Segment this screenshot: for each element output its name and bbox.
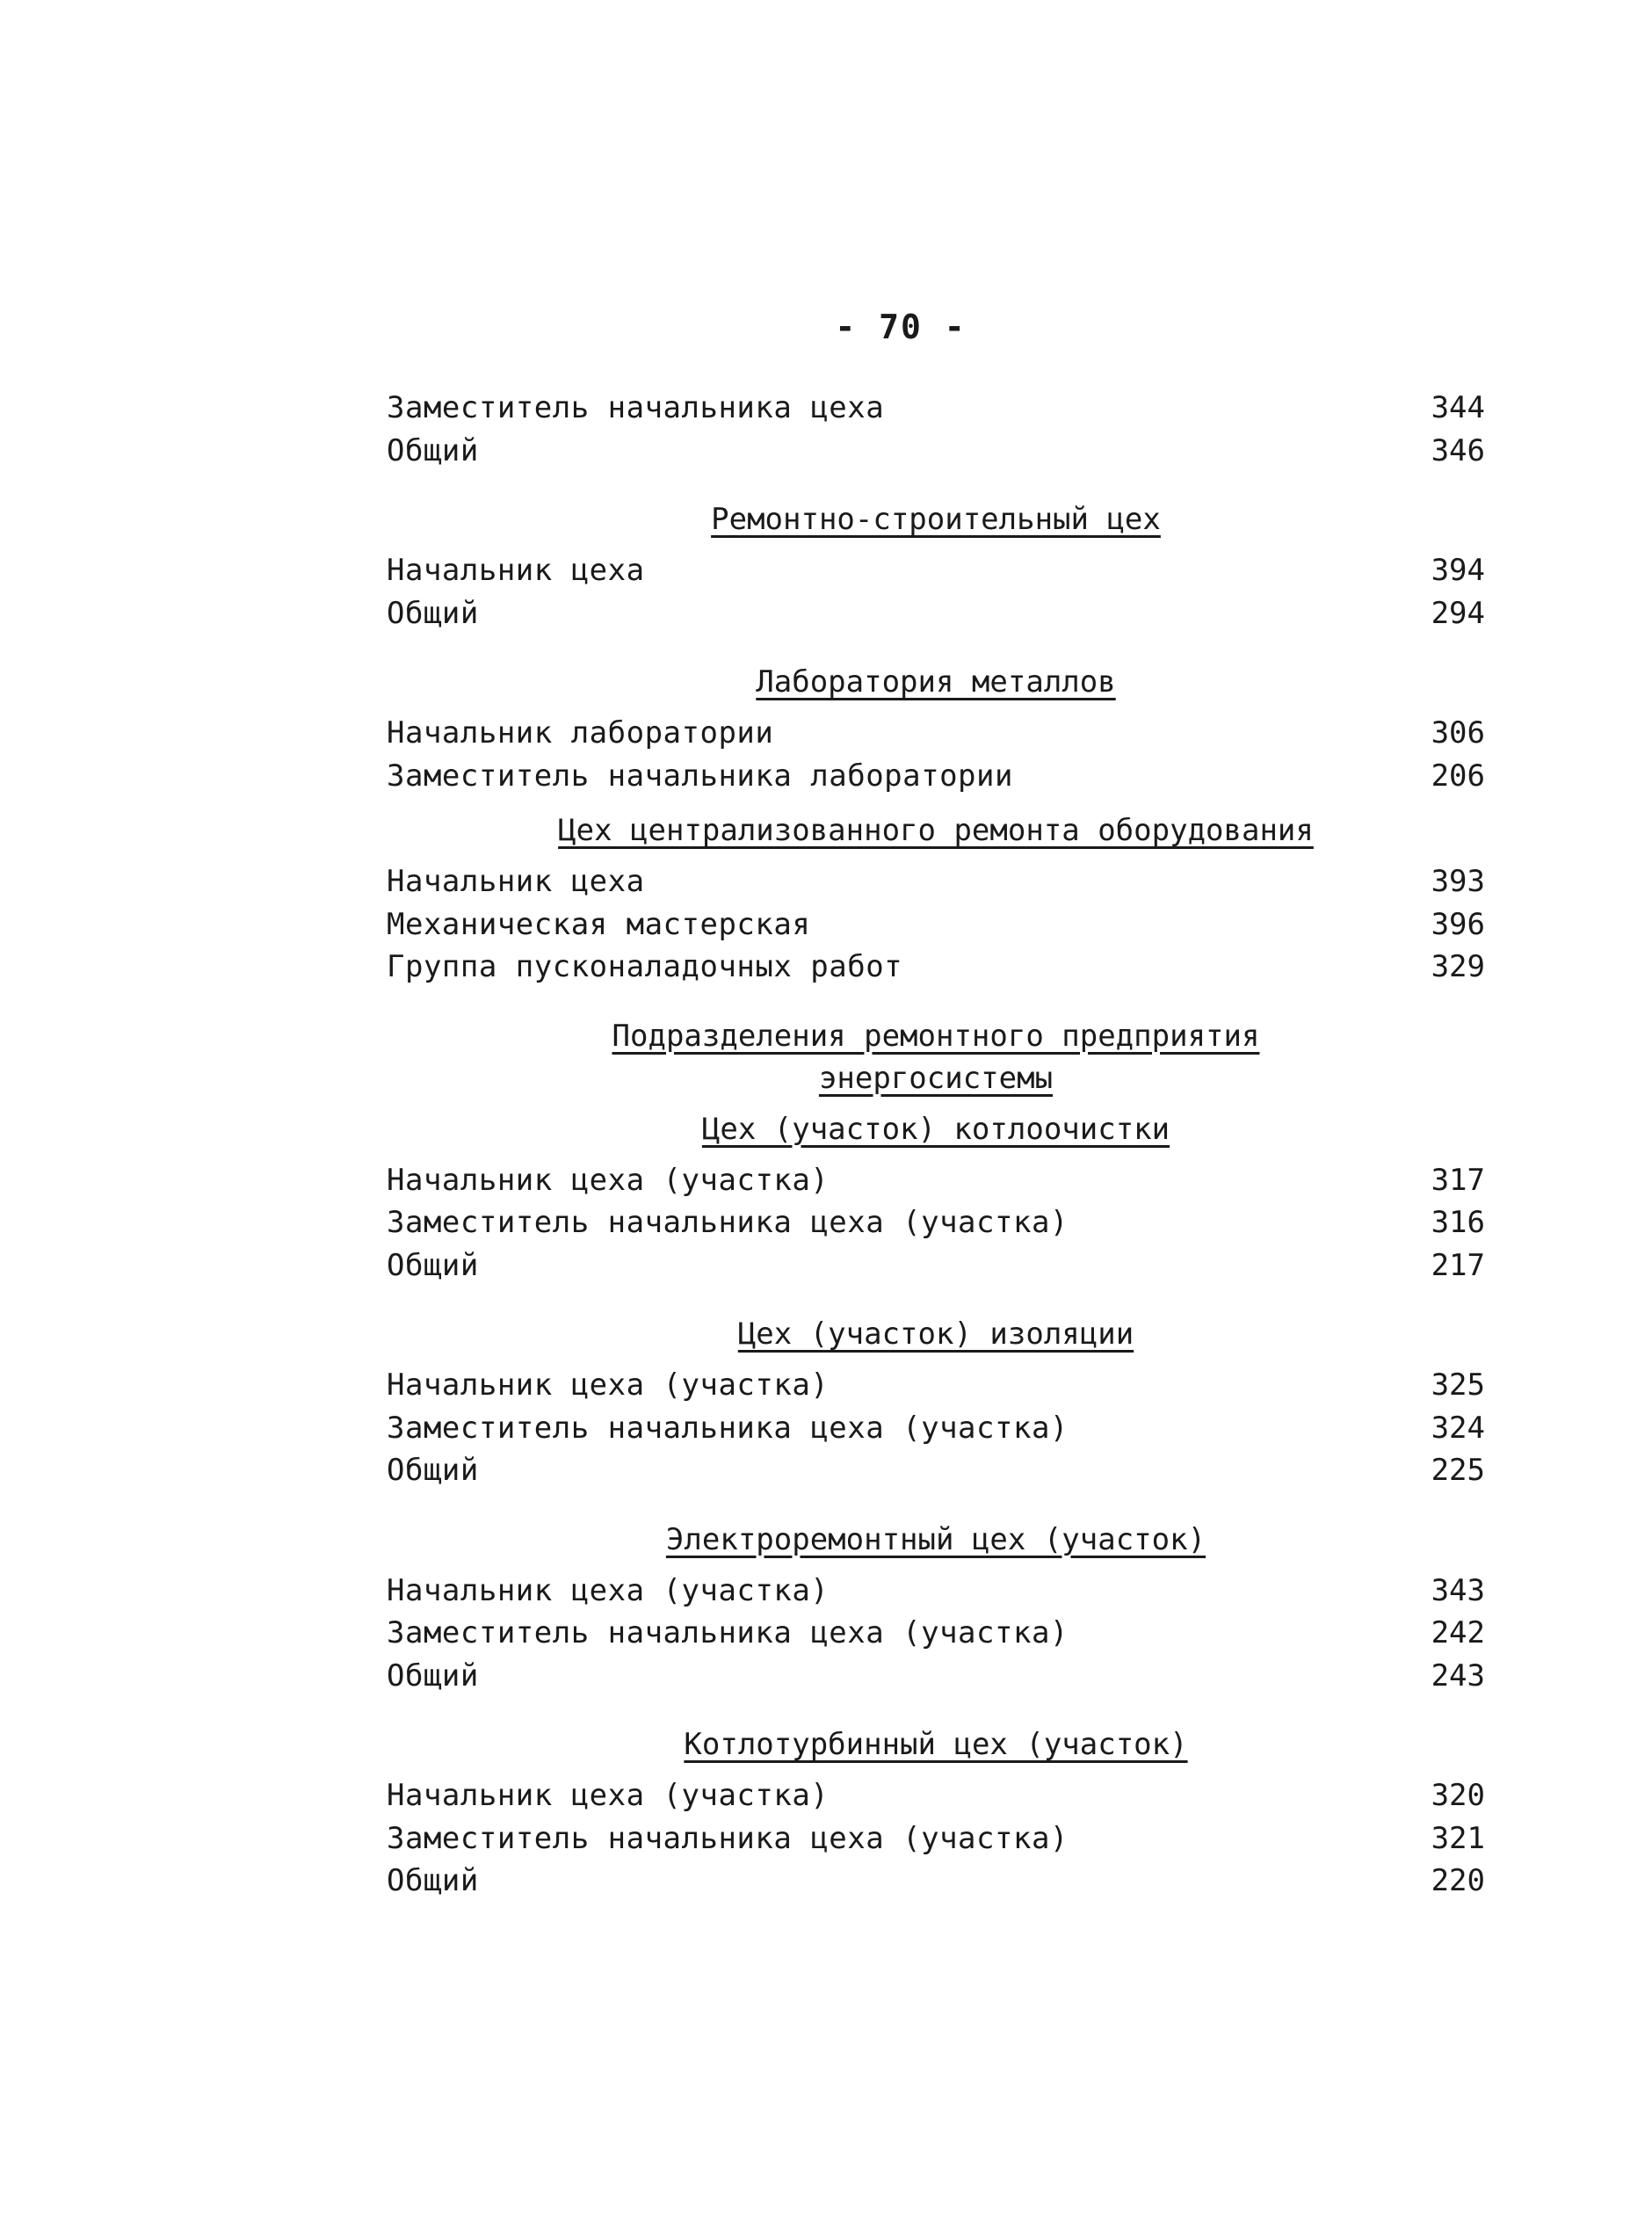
row-label: Общий xyxy=(387,1863,479,1898)
row-number: 394 xyxy=(1431,553,1485,588)
section-heading: Ремонтно-строительный цех xyxy=(711,502,1161,537)
row-label: Общий xyxy=(387,432,479,468)
table-row xyxy=(387,1449,1485,1492)
table-row xyxy=(387,712,1485,755)
subsection-heading: Котлотурбинный цех (участок) xyxy=(684,1727,1188,1762)
row-number: 206 xyxy=(1431,758,1485,794)
table-row xyxy=(387,903,1485,947)
table-row xyxy=(387,755,1485,798)
row-number: 346 xyxy=(1431,432,1485,468)
row-number: 324 xyxy=(1431,1410,1485,1446)
table-row xyxy=(387,387,1485,430)
group-heading-line2: энергосистемы xyxy=(818,1060,1054,1096)
table-row xyxy=(387,1774,1485,1817)
table-row xyxy=(387,1860,1485,1903)
row-label: Общий xyxy=(387,595,479,631)
row-number: 396 xyxy=(1431,906,1485,942)
row-number: 393 xyxy=(1431,864,1485,899)
section-heading: Лаборатория металлов xyxy=(756,664,1116,700)
table-row xyxy=(387,1244,1485,1287)
row-label: Начальник цеха xyxy=(387,553,645,588)
subsection-heading: Цех (участок) изоляции xyxy=(737,1316,1134,1352)
table-row xyxy=(387,1612,1485,1655)
subsection-heading: Электроремонтный цех (участок) xyxy=(665,1521,1206,1557)
table-row xyxy=(387,1201,1485,1244)
row-label: Начальник цеха (участка) xyxy=(387,1162,830,1198)
row-number: 243 xyxy=(1431,1657,1485,1694)
row-number: 316 xyxy=(1431,1205,1485,1240)
table-row xyxy=(387,1407,1485,1450)
row-label: Заместитель начальника цеха (участка) xyxy=(387,1205,1069,1240)
table-row xyxy=(387,1817,1485,1860)
table-row xyxy=(387,1364,1485,1407)
table-row xyxy=(387,549,1485,592)
row-label: Начальник цеха xyxy=(387,864,645,899)
row-label: Заместитель начальника цеха (участка) xyxy=(387,1615,1069,1650)
row-label: Начальник цеха (участка) xyxy=(387,1778,830,1813)
row-number: 225 xyxy=(1431,1453,1485,1488)
row-label: Заместитель начальника лаборатории xyxy=(387,758,1013,794)
page-number: - 70 - xyxy=(835,308,967,346)
row-number: 329 xyxy=(1431,949,1485,984)
section-heading: Цех централизованного ремонта оборудования xyxy=(558,813,1314,848)
row-label: Общий xyxy=(387,1453,479,1488)
phone-directory xyxy=(387,387,1485,1903)
row-label: Заместитель начальника цеха (участка) xyxy=(387,1820,1069,1856)
table-row xyxy=(387,430,1485,473)
row-label: Механическая мастерская xyxy=(387,906,811,942)
row-label: Заместитель начальника цеха (участка) xyxy=(387,1410,1069,1446)
row-number: 242 xyxy=(1431,1615,1485,1650)
row-label: Заместитель начальника цеха xyxy=(387,390,885,425)
row-number: 220 xyxy=(1431,1863,1485,1898)
row-label: Начальник цеха (участка) xyxy=(387,1367,830,1403)
row-number: 325 xyxy=(1431,1367,1485,1403)
row-label: Начальник цеха (участка) xyxy=(387,1572,830,1608)
row-number: 317 xyxy=(1431,1162,1485,1198)
row-label: Группа пусконаладочных работ xyxy=(387,949,903,984)
table-row xyxy=(387,1159,1485,1202)
subsection-heading: Цех (участок) котлоочистки xyxy=(701,1111,1170,1147)
row-number: 344 xyxy=(1431,390,1485,425)
table-row xyxy=(387,946,1485,989)
row-number: 306 xyxy=(1431,715,1485,751)
row-number: 343 xyxy=(1431,1572,1485,1608)
row-number: 294 xyxy=(1431,595,1485,631)
row-number: 321 xyxy=(1431,1820,1485,1856)
row-label: Общий xyxy=(387,1247,479,1283)
table-row xyxy=(387,592,1485,635)
row-number: 217 xyxy=(1431,1247,1485,1283)
table-row xyxy=(387,1655,1485,1698)
row-label: Общий xyxy=(387,1657,479,1694)
table-row xyxy=(387,860,1485,903)
table-row xyxy=(387,1570,1485,1613)
row-label: Начальник лаборатории xyxy=(387,715,774,751)
row-number: 320 xyxy=(1431,1778,1485,1813)
group-heading-line1: Подразделения ремонтного предприятия xyxy=(612,1018,1260,1054)
